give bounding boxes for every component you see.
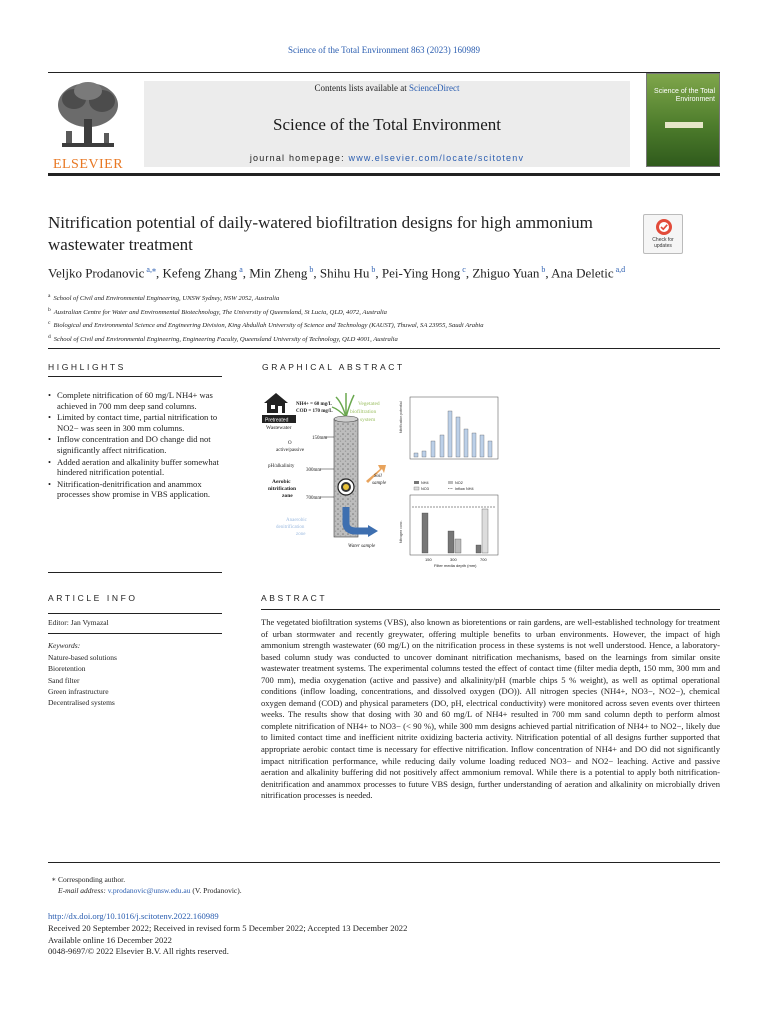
nitrification-potential-chart [399, 397, 498, 459]
affiliation-text: School of Civil and Environmental Engineering, UNSW Sydney, NSW 2052, Australia [53, 295, 280, 303]
author-name[interactable]: Min Zheng [249, 265, 308, 281]
aerobic-label-1: Aerobic [272, 479, 291, 485]
water-arrowhead [368, 525, 378, 537]
cover-title: Science of the Total Environment [654, 88, 715, 103]
author-affiliation-marker[interactable]: b [539, 265, 546, 274]
article-title: Nitrification potential of daily-watered biofiltration designs for high ammonium wastewater treatment [48, 213, 593, 254]
editor-line: Editor: Jan Vymazal [48, 618, 109, 627]
aerobic-label-2: nitrification [268, 486, 297, 492]
sciencedirect-link[interactable]: ScienceDirect [409, 83, 460, 93]
keyword-item: Nature-based solutions [48, 653, 117, 662]
bottom-chart-ylabel: Nitrogen conc. [399, 520, 403, 543]
abstract-rule [261, 609, 720, 610]
x-tick-300: 300 [450, 557, 457, 562]
check-updates-icon [655, 218, 673, 236]
keyword-item: Sand filter [48, 675, 80, 685]
highlights-bottom-rule [48, 572, 222, 573]
top-bar-8 [472, 433, 476, 457]
author-affiliation-marker[interactable]: a,⁎ [144, 265, 156, 274]
email-line [58, 886, 242, 897]
contents-prefix: Contents lists available at [314, 83, 409, 93]
check-updates-label: Check for updates [652, 237, 674, 249]
column-top [334, 416, 358, 422]
author-affiliation-marker[interactable]: a [237, 265, 243, 274]
affiliation-item [48, 332, 728, 346]
top-bar-5 [448, 411, 452, 457]
top-bar-4 [440, 435, 444, 457]
corresponding-author-footnote [52, 875, 242, 896]
cover-tag [665, 122, 703, 128]
top-chart-frame [410, 397, 498, 459]
keywords-list [48, 652, 117, 708]
top-bar-3 [431, 441, 435, 457]
author-list: Veljko Prodanovic $^{a,⁎}$, Kefeng Zhang $^a$, Min Zheng $^b$, Shihu Hu $^b$, Pei-Ying Hong $^c$, Zhiguo Yuan $^b$, Ana Deletic $^{a,d}$ [48, 265, 626, 281]
top-bar-1 [414, 453, 418, 457]
affiliation-item [48, 291, 728, 305]
top-bar-7 [464, 429, 468, 457]
journal-cover-thumbnail[interactable] [646, 73, 720, 167]
affiliation-text: Australian Centre for Water and Environmental Biotechnology, The University of Queensland, St Lucia, QLD, 4072, Australia [53, 308, 387, 316]
affiliation-letter: b [48, 306, 51, 313]
author-name[interactable]: Zhiguo Yuan [472, 265, 540, 281]
elsevier-logo[interactable] [48, 79, 128, 175]
publisher-name: ELSEVIER [52, 157, 124, 172]
legend-swatch-no2 [448, 481, 453, 484]
water-sample-label: Water sample [348, 544, 376, 549]
top-chart-ylabel: Nitrification potential [399, 401, 403, 433]
pretreated-label: Pretreated [265, 417, 289, 424]
highlight-item: • Added aeration and alkalinity buffer somewhat hindered nitrification potential. [48, 457, 223, 478]
affiliations-list [48, 291, 728, 346]
active-passive-label: active/passive [276, 448, 305, 453]
legend-swatch-no3 [414, 487, 419, 490]
homepage-line [144, 153, 630, 163]
author-affiliation-marker[interactable]: c [460, 265, 466, 274]
top-bar-9 [480, 435, 484, 457]
author-name[interactable]: Ana Deletic [551, 265, 614, 281]
bar-150-nh4 [422, 513, 428, 553]
highlight-item: • Nitrification-denitrification and anammox processes show promise in VBS application. [48, 479, 223, 500]
wastewater-label: Wastewater [266, 425, 292, 431]
article-info-rule [48, 613, 222, 614]
corresponding-note: Corresponding author. [58, 875, 126, 884]
article-metadata [48, 911, 407, 958]
legend-nh4: NH4 [421, 481, 429, 485]
plant-label-3: system [360, 417, 376, 423]
homepage-link[interactable]: www.elsevier.com/locate/scitotenv [348, 153, 525, 163]
depth-300-label: 300mm [306, 468, 322, 473]
graphical-abstract-heading: GRAPHICAL ABSTRACT [262, 362, 405, 372]
ph-label: pH/alkalinity [268, 464, 295, 469]
house-icon [264, 393, 288, 413]
x-axis-label: Filter media depth (mm) [434, 563, 477, 568]
author-affiliation-marker[interactable]: a,d [613, 265, 626, 274]
bar-300-no2 [455, 539, 461, 553]
author-affiliation-marker[interactable]: b [369, 265, 376, 274]
anaerobic-label-1: Anaerobic [286, 518, 307, 523]
affiliation-text: School of Civil and Environmental Engineering, Engineering Faculty, Queensland University of Technology, QLD 4001, Australia [53, 336, 398, 344]
o2-label: O [288, 441, 292, 446]
article-info-heading: ARTICLE INFO [48, 593, 138, 603]
keyword-item: Green infrastructure [48, 686, 109, 696]
highlight-item: • Limited by contact time, partial nitrification to NO2− was seen in 300 mm columns. [48, 412, 223, 433]
contents-line [144, 83, 630, 93]
chart-legend [414, 481, 474, 491]
affiliation-letter: a [48, 293, 51, 299]
top-bar-10 [488, 441, 492, 457]
keywords-heading: Keywords: [48, 641, 81, 650]
editor-rule [48, 633, 222, 634]
legend-no3: NO3 [421, 487, 429, 491]
top-bar-2 [422, 451, 426, 457]
affiliation-item [48, 318, 728, 332]
masthead-banner [144, 81, 630, 167]
legend-swatch-nh4 [414, 481, 419, 484]
graphical-abstract-figure[interactable] [262, 383, 512, 569]
soil-label-2: sample [372, 481, 387, 486]
elsevier-tree-icon [52, 79, 124, 153]
keyword-item: Decentralised systems [48, 698, 115, 708]
depth-150-label: 150mm [312, 436, 328, 441]
nh4-label: NH4+ = 60 mg/L [296, 402, 332, 407]
bar-700-nh4 [476, 545, 481, 553]
legend-no2: NO2 [455, 481, 463, 485]
x-tick-150: 150 [425, 557, 432, 562]
author-affiliation-marker[interactable]: b [307, 265, 314, 274]
journal-citation[interactable]: Science of the Total Environment 863 (2023) 160989 [288, 45, 480, 55]
aerobic-label-3: zone [282, 493, 293, 499]
email-label: E-mail address: [58, 885, 108, 895]
x-tick-700: 700 [480, 557, 487, 562]
author-name[interactable]: Veljko Prodanovic [48, 265, 145, 281]
received-dates: Received 20 September 2022; Received in revised form 5 December 2022; Accepted 13 December 2022 [48, 922, 408, 933]
highlights-rule [48, 376, 222, 377]
doi-link[interactable]: http://dx.doi.org/10.1016/j.scitotenv.2022.160989 [48, 911, 219, 921]
highlight-item: • Inflow concentration and DO change did not significantly affect nitrification. [48, 434, 223, 455]
journal-masthead [48, 72, 720, 176]
homepage-prefix: journal homepage: [249, 153, 349, 163]
highlight-item: • Complete nitrification of 60 mg/L NH4+ was achieved in 700 mm deep sand columns. [48, 390, 223, 411]
available-online: Available online 16 December 2022 [48, 934, 172, 945]
abstract-text: The vegetated biofiltration systems (VBS), also known as bioretentions or rain gardens, are well-established technology for treatment of urban stormwater and recently greywater, offering multiple benefits to urban environments. However, the impact of high ammonium strength wastewater (60 mg/L) on the nitrification process in these systems is not well understood. Hence, a laboratory-based column study was conducted to uncover dominant nitrification mechanisms, based on the learnings from similar onsite wastewater treatment systems. The experimental columns tested the effect of contact time (filter media depth, 150 mm, 300 mm and 700 mm), media oxygenation (active and passive) and alkalinity/pH (marble chips 5 % weight), as well as optimal operational conditions (inflow loading, concentrations, and dissolved oxygen (DO)). All nitrogen species (NH4+, NO3−, NO2−), chemical oxygen demand (COD) and physical parameters (DO, pH, electrical conductivity) were monitored across seven events over thirteen weeks. The results show that dosing with 30 and 60 mg/L of NH4+ resulted in 700 mm sand column depth to perform almost complete nitrification of NH4+ to NO3− (< 90 %), while 300 mm designs achieved partial nitrification of NH4+ to NO2−, likely due to limited contact time and inefficient nitrite oxidizing bacteria activity. Nitrification potential of all designs further supported that appropriate aerobic contact time is necessary for effective nitrification. Inflow concentration of NH4+ and DO did not significantly impact nitrification performance, while reducing daily volume loading reduced NO3− and NO2− leaching. Active and passive aeration and alkalinity buffering did not positively affect ammonium removal. While there is a potential to apply both nitrification-denitrification and anammox processes to future VBS design, further understanding of aeration and alkalinity on microbially driven nitrification processes is needed. [261, 617, 720, 801]
bar-700-no3 [482, 509, 488, 553]
anaerobic-label-3: zone [296, 532, 306, 537]
plant-label-1: Vegetated [358, 401, 380, 407]
email-link[interactable]: v.prodanovic@unsw.edu.au [107, 885, 191, 895]
footnote-star: ⁎ [52, 875, 56, 883]
abstract-heading: ABSTRACT [261, 593, 328, 603]
affiliation-letter: d [48, 334, 51, 341]
journal-name: Science of the Total Environment [273, 115, 501, 134]
author-name[interactable]: Kefeng Zhang [162, 265, 238, 281]
soil-label-1: Soil [374, 474, 382, 479]
affiliation-item [48, 305, 728, 319]
footnote-divider [48, 862, 720, 863]
affiliation-text: Biological and Environmental Science and Engineering Division, King Abdullah University of Science and Technology (KAUST), Thuwal, SA 23955, Saudi Arabia [53, 322, 484, 330]
keyword-item: Bioretention [48, 664, 86, 674]
highlights-list [48, 390, 223, 501]
depth-700-label: 700mm [306, 496, 322, 501]
section-divider [48, 348, 720, 349]
highlights-heading: HIGHLIGHTS [48, 362, 126, 372]
affiliation-letter: c [48, 320, 51, 327]
author-name[interactable]: Shihu Hu [319, 265, 370, 281]
email-suffix: (V. Prodanovic). [190, 885, 242, 895]
top-bar-6 [456, 417, 460, 457]
legend-inflow: Inflow NH4 [455, 487, 474, 491]
plant-label-2: biofiltration [350, 409, 377, 415]
copyright-line: 0048-9697/© 2022 Elsevier B.V. All rights reserved. [48, 946, 229, 957]
check-for-updates-button[interactable] [643, 214, 683, 254]
nitrogen-concentration-chart [399, 495, 498, 555]
bar-300-nh4 [448, 531, 454, 553]
anaerobic-label-2: denitrification [276, 525, 305, 530]
cod-label: COD = 170 mg/L [296, 409, 333, 414]
author-name[interactable]: Pei-Ying Hong [381, 265, 461, 281]
magnifier-highlight [343, 484, 349, 490]
